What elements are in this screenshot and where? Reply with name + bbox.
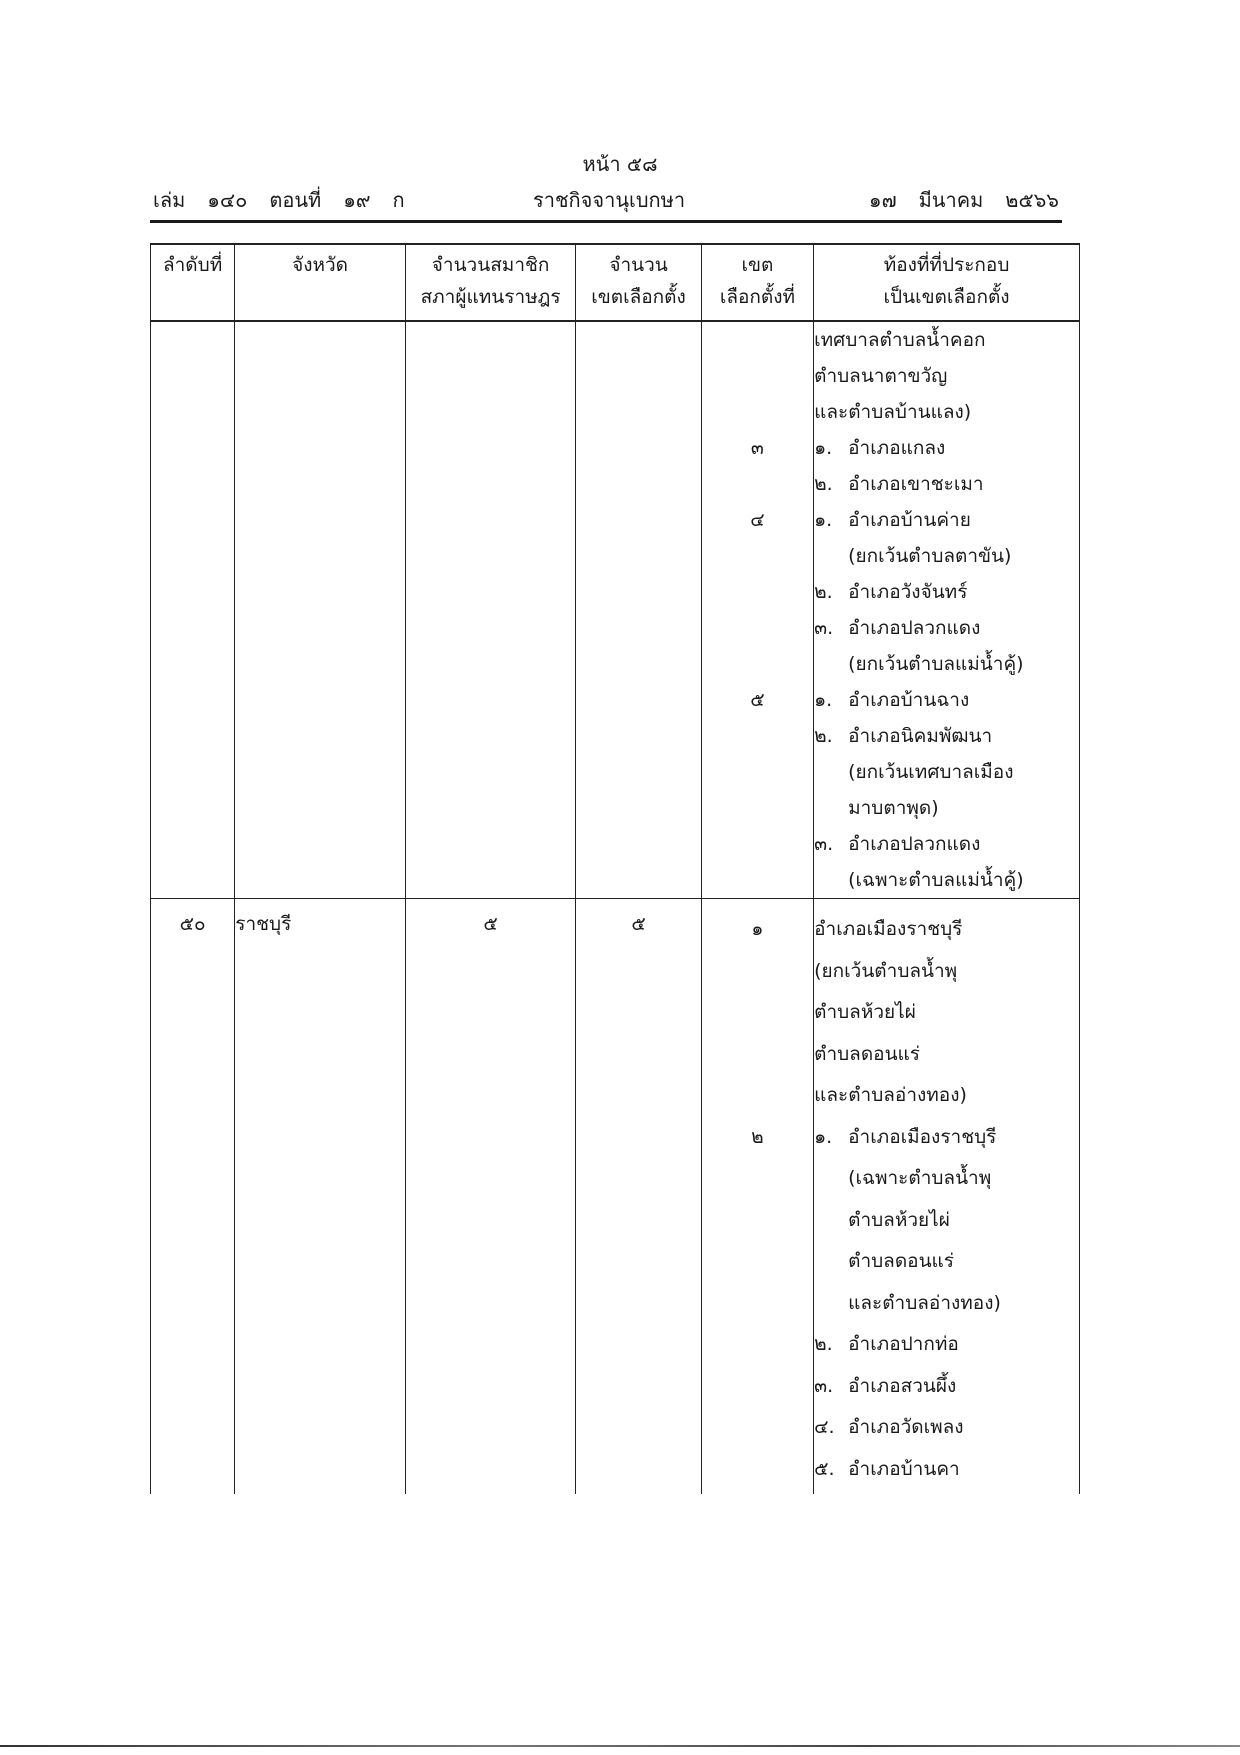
district-number <box>702 992 813 1034</box>
area-text: (ยกเว้นเทศบาลเมือง <box>848 761 1014 783</box>
area-line <box>814 754 1079 790</box>
district-number <box>702 862 813 898</box>
area-text: และตำบลอ่างทอง) <box>848 1291 1001 1314</box>
section-type: ก <box>392 188 405 212</box>
area-text: มาบตาพุด) <box>848 797 939 819</box>
publication-date <box>847 184 1059 216</box>
district-number <box>702 1241 813 1283</box>
district-number <box>702 1407 813 1449</box>
province-cell <box>235 321 406 899</box>
scan-edge-line <box>0 1745 1240 1747</box>
area-text: ตำบลห้วยไผ่ <box>848 1208 950 1231</box>
item-number: ๒. <box>814 473 833 495</box>
area-text: อำเภอวัดเพลง <box>848 1416 964 1438</box>
table-row-province <box>151 899 1080 1495</box>
district-count-cell <box>576 321 701 899</box>
area-line <box>814 322 1079 358</box>
gazette-volume-info <box>153 184 427 216</box>
district-count-cell: ๕ <box>576 899 701 1495</box>
order-cell: ๕๐ <box>151 899 235 1495</box>
area-line <box>814 1200 1079 1242</box>
header-rule <box>150 220 1062 223</box>
area-line <box>814 1117 1079 1159</box>
area-line <box>814 1034 1079 1076</box>
column-header-area: ท้องที่ที่ประกอบ เป็นเขตเลือกตั้ง <box>814 244 1080 321</box>
area-text: อำเภอแกลง <box>848 437 946 459</box>
area-text: ตำบลดอนแร่ <box>848 1250 955 1272</box>
district-number <box>702 466 813 502</box>
column-header-province: จังหวัด <box>235 244 406 321</box>
item-number: ๒. <box>814 581 833 603</box>
item-number: ๓. <box>814 833 834 855</box>
area-line <box>814 1366 1079 1408</box>
area-line <box>814 610 1079 646</box>
area-text: อำเภอเขาชะเมา <box>848 473 984 495</box>
district-number <box>702 826 813 862</box>
area-text: อำเภอสวนผึ้ง <box>848 1374 957 1397</box>
district-number <box>702 1200 813 1242</box>
district-number <box>702 1324 813 1366</box>
item-number: ๑. <box>814 509 833 531</box>
district-number-cell <box>701 899 813 1495</box>
area-line <box>814 358 1079 394</box>
district-number <box>702 754 813 790</box>
area-text: ตำบลห้วยไผ่ <box>814 1001 916 1023</box>
area-line <box>814 718 1079 754</box>
members-cell <box>405 321 576 899</box>
table-row-continuation <box>151 321 1080 899</box>
area-text: (ยกเว้นตำบลตาขัน) <box>848 545 1012 567</box>
district-number: ๒ <box>751 1125 764 1148</box>
area-cell <box>814 321 1080 899</box>
province-cell: ราชบุรี <box>235 899 406 1495</box>
district-number <box>702 1075 813 1117</box>
area-line <box>814 1075 1079 1117</box>
area-text: อำเภอปลวกแดง <box>848 617 981 639</box>
district-number: ๓ <box>750 437 764 459</box>
area-text: (ยกเว้นตำบลแม่น้ำคู้) <box>848 653 1024 675</box>
area-text: อำเภอวังจันทร์ <box>848 581 968 603</box>
area-cell <box>814 899 1080 1495</box>
area-line <box>814 1241 1079 1283</box>
district-number: ๑ <box>751 918 764 940</box>
area-line <box>814 909 1079 951</box>
area-text: ตำบลดอนแร่ <box>814 1042 921 1065</box>
order-cell <box>151 321 235 899</box>
publication-title: ราชกิจจานุเบกษา <box>533 188 686 212</box>
area-text: อำเภอนิคมพัฒนา <box>848 725 993 747</box>
area-text: อำเภอบ้านฉาง <box>848 689 970 711</box>
district-number <box>702 646 813 682</box>
district-number <box>702 610 813 646</box>
area-line <box>814 1449 1079 1491</box>
item-number: ๒. <box>814 725 833 747</box>
area-line <box>814 1158 1079 1200</box>
district-number <box>702 1158 813 1200</box>
area-line <box>814 646 1079 682</box>
constituency-table <box>150 243 1080 1494</box>
column-header-district-number: เขต เลือกตั้งที่ <box>701 244 813 321</box>
district-number <box>702 1449 813 1491</box>
district-number <box>702 718 813 754</box>
item-number: ๑. <box>814 1125 833 1148</box>
area-text: (ยกเว้นตำบลน้ำพุ <box>814 959 958 982</box>
district-number <box>702 538 813 574</box>
area-line <box>814 826 1079 862</box>
area-text: และตำบลอ่างทอง) <box>814 1084 967 1106</box>
area-text: (เฉพาะตำบลน้ำพุ <box>848 1167 992 1189</box>
district-number <box>702 394 813 430</box>
area-text: เทศบาลตำบลน้ำคอก <box>814 329 986 351</box>
section-label: ตอนที่ <box>269 188 322 212</box>
area-line <box>814 574 1079 610</box>
volume-label: เล่ม <box>153 188 186 212</box>
date-month: มีนาคม <box>918 188 984 212</box>
area-line <box>814 790 1079 826</box>
area-line <box>814 992 1079 1034</box>
item-number: ๒. <box>814 1333 833 1355</box>
area-line <box>814 502 1079 538</box>
item-number: ๓. <box>814 1374 834 1397</box>
area-text: อำเภอบ้านค่าย <box>848 509 971 531</box>
district-number: ๔ <box>750 509 765 531</box>
district-number <box>702 574 813 610</box>
date-year: ๒๕๖๖ <box>1005 188 1059 212</box>
area-text: อำเภอบ้านคา <box>848 1457 960 1480</box>
column-header-order: ลำดับที่ <box>151 244 235 321</box>
area-line <box>814 430 1079 466</box>
area-text: อำเภอปลวกแดง <box>848 833 981 855</box>
column-header-district-count: จำนวน เขตเลือกตั้ง <box>576 244 701 321</box>
table-header-row <box>151 244 1080 321</box>
area-line <box>814 1324 1079 1366</box>
item-number: ๑. <box>814 689 833 711</box>
volume-number: ๑๔๐ <box>207 188 248 212</box>
area-text: อำเภอปากท่อ <box>848 1333 959 1355</box>
members-cell: ๕ <box>405 899 576 1495</box>
item-number: ๔. <box>814 1416 835 1438</box>
area-text: อำเภอเมืองราชบุรี <box>814 918 963 940</box>
area-text: อำเภอเมืองราชบุรี <box>848 1125 997 1148</box>
area-line <box>814 1407 1079 1449</box>
area-text: (เฉพาะตำบลแม่น้ำคู้) <box>848 869 1024 891</box>
item-number: ๓. <box>814 617 834 639</box>
district-number <box>702 358 813 394</box>
item-number: ๑. <box>814 437 833 459</box>
district-number <box>702 322 813 358</box>
area-line <box>814 538 1079 574</box>
district-number <box>702 1283 813 1325</box>
column-header-members: จำนวนสมาชิก สภาผู้แทนราษฎร <box>405 244 576 321</box>
area-line <box>814 862 1079 898</box>
date-day: ๑๗ <box>868 188 897 212</box>
district-number <box>702 790 813 826</box>
district-number: ๕ <box>750 689 765 711</box>
area-line <box>814 682 1079 718</box>
section-number: ๑๙ <box>343 188 371 212</box>
area-line <box>814 1283 1079 1325</box>
area-line <box>814 951 1079 993</box>
district-number-cell <box>701 321 813 899</box>
district-number <box>702 1366 813 1408</box>
area-text: และตำบลบ้านแลง) <box>814 401 972 423</box>
area-line <box>814 394 1079 430</box>
area-text: ตำบลนาตาขวัญ <box>814 365 948 387</box>
item-number: ๕. <box>814 1457 835 1480</box>
district-number <box>702 951 813 993</box>
district-number <box>702 1034 813 1076</box>
area-line <box>814 466 1079 502</box>
page-number: หน้า ๕๘ <box>582 152 658 176</box>
